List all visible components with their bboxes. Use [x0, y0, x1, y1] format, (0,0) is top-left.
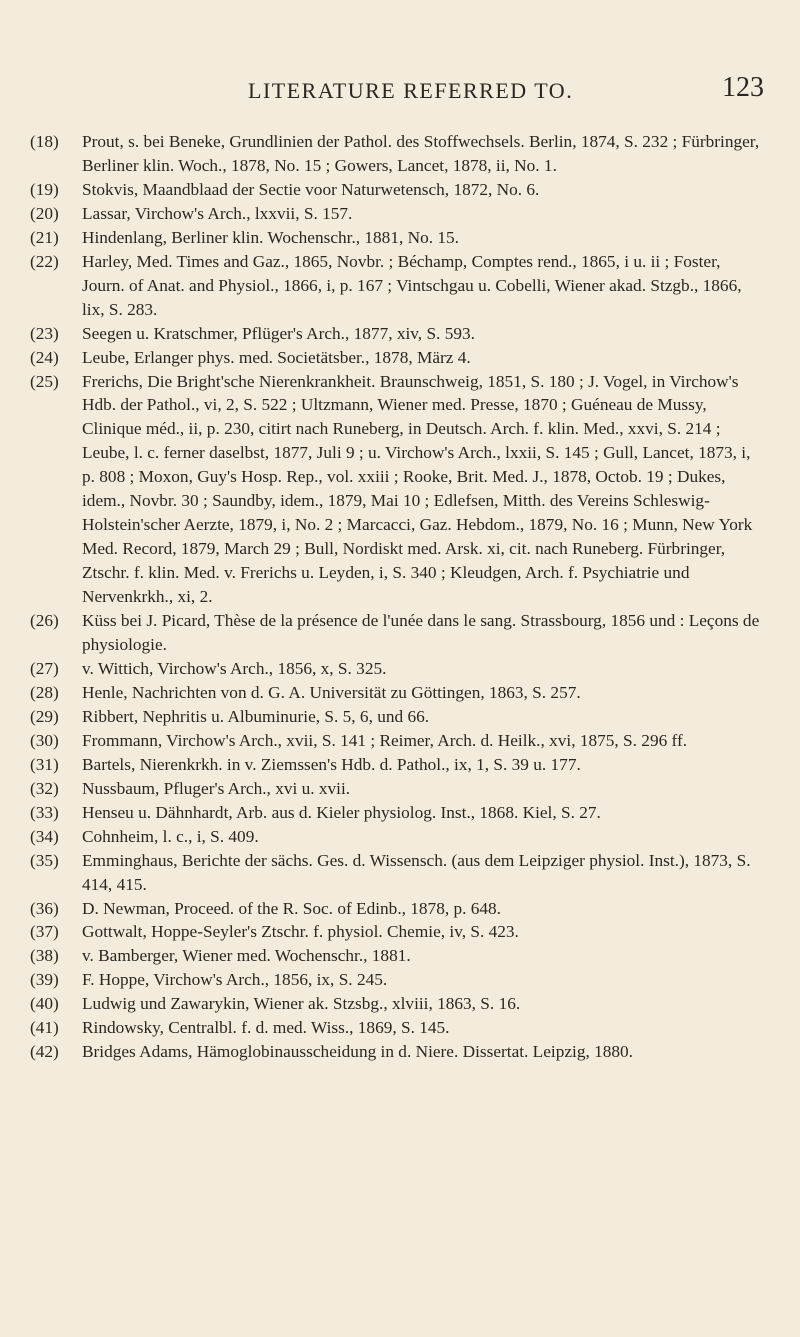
reference-number: (29) — [30, 706, 59, 726]
reference-number: (23) — [30, 323, 59, 343]
reference-number: (37) — [30, 922, 59, 942]
reference-entry — [30, 849, 766, 897]
reference-entry — [30, 202, 766, 226]
reference-entry — [30, 370, 766, 610]
reference-number: (22) — [30, 251, 59, 271]
reference-text: Küss bei J. Picard, Thèse de la présence de l'unée dans le sang. Strassbourg, 1856 und : Leçons de physiologie. — [82, 611, 760, 655]
reference-text: Lassar, Virchow's Arch., lxxvii, S. 157. — [82, 203, 353, 223]
reference-number: (33) — [30, 802, 59, 822]
reference-text: Henseu u. Dähnhardt, Arb. aus d. Kieler physiolog. Inst., 1868. Kiel, S. 27. — [82, 802, 601, 822]
reference-text: Bartels, Nierenkrkh. in v. Ziemssen's Hdb. d. Pathol., ix, 1, S. 39 u. 177. — [82, 754, 581, 774]
reference-number: (27) — [30, 658, 59, 678]
reference-number: (41) — [30, 1018, 59, 1038]
reference-text: Ribbert, Nephritis u. Albuminurie, S. 5, 6, und 66. — [82, 706, 430, 726]
reference-entry — [30, 322, 766, 346]
reference-entry — [30, 992, 766, 1016]
reference-number: (20) — [30, 203, 59, 223]
reference-entry — [30, 729, 766, 753]
reference-text: Stokvis, Maandblaad der Sectie voor Naturwetensch, 1872, No. 6. — [82, 179, 540, 199]
reference-number: (30) — [30, 730, 59, 750]
running-title: LITERATURE REFERRED TO. — [248, 78, 574, 103]
reference-entry — [30, 777, 766, 801]
reference-number: (31) — [30, 754, 59, 774]
reference-number: (38) — [30, 946, 59, 966]
reference-number: (39) — [30, 970, 59, 990]
reference-entry — [30, 130, 766, 178]
reference-text: D. Newman, Proceed. of the R. Soc. of Edinb., 1878, p. 648. — [82, 898, 502, 918]
reference-text: F. Hoppe, Virchow's Arch., 1856, ix, S. 245. — [82, 970, 388, 990]
reference-text: Cohnheim, l. c., i, S. 409. — [82, 826, 259, 846]
reference-entry — [30, 226, 766, 250]
reference-entry — [30, 920, 766, 944]
running-head — [0, 72, 800, 106]
reference-entry — [30, 178, 766, 202]
reference-entry — [30, 801, 766, 825]
reference-entry — [30, 346, 766, 370]
page-number: 123 — [722, 72, 764, 103]
reference-entry — [30, 705, 766, 729]
reference-entry — [30, 250, 766, 322]
reference-number: (40) — [30, 994, 59, 1014]
reference-text: Rindowsky, Centralbl. f. d. med. Wiss., 1869, S. 145. — [82, 1018, 450, 1038]
reference-entry — [30, 1040, 766, 1064]
reference-text: Frerichs, Die Bright'sche Nierenkrankheit. Braunschweig, 1851, S. 180 ; J. Vogel, in Virchow's Hdb. der Pathol., vi, 2, S. 522 ; Ultzmann, Wiener med. Presse, 1870 ; Guéneau de Mussy, Clinique méd., ii, p. 230, citirt nach Runeberg, in Deutsch. Arch. f. klin. Med., xxvi, S. 214 ; Leube, l. c. ferner daselbst, 1877, Juli 9 ; u. Virchow's Arch., lxxii, S. 145 ; Gull, Lancet, 1873, i, p. 808 ; Moxon, Guy's Hosp. Rep., vol. xxiii ; Rooke, Brit. Med. J., 1878, Octob. 19 ; Dukes, idem., Novbr. 30 ; Saundby, idem., 1879, Mai 10 ; Edlefsen, Mitth. des Vereins Schleswig-Holstein'scher Aerzte, 1879, i, No. 2 ; Marcacci, Gaz. Hebdom., 1879, No. 16 ; Munn, New York Med. Record, 1879, March 29 ; Bull, Nordiskt med. Arsk. xi, cit. nach Runeberg. Fürbringer, Ztschr. f. klin. Med. v. Frerichs u. Leyden, i, S. 340 ; Kleudgen, Arch. f. Psychiatrie und Nervenkrkh., xi, 2. — [82, 371, 753, 607]
reference-text: Gottwalt, Hoppe-Seyler's Ztschr. f. physiol. Chemie, iv, S. 423. — [82, 922, 519, 942]
reference-number: (24) — [30, 347, 59, 367]
reference-number: (21) — [30, 227, 59, 247]
reference-entry — [30, 968, 766, 992]
reference-list — [30, 130, 766, 1064]
reference-text: Nussbaum, Pfluger's Arch., xvi u. xvii. — [82, 778, 351, 798]
reference-text: Ludwig und Zawarykin, Wiener ak. Stzsbg., xlviii, 1863, S. 16. — [82, 994, 521, 1014]
reference-entry — [30, 681, 766, 705]
reference-number: (36) — [30, 898, 59, 918]
reference-number: (25) — [30, 371, 59, 391]
reference-entry — [30, 753, 766, 777]
reference-text: Hindenlang, Berliner klin. Wochenschr., 1881, No. 15. — [82, 227, 459, 247]
reference-text: Prout, s. bei Beneke, Grundlinien der Pathol. des Stoffwechsels. Berlin, 1874, S. 232 ; Fürbringer, Berliner klin. Woch., 1878, No. 15 ; Gowers, Lancet, 1878, ii, No. 1. — [82, 132, 760, 175]
reference-number: (35) — [30, 850, 59, 870]
reference-text: Seegen u. Kratschmer, Pflüger's Arch., 1877, xiv, S. 593. — [82, 323, 475, 343]
reference-text: Henle, Nachrichten von d. G. A. Universität zu Göttingen, 1863, S. 257. — [82, 682, 581, 702]
reference-entry — [30, 609, 766, 657]
reference-text: Frommann, Virchow's Arch., xvii, S. 141 ; Reimer, Arch. d. Heilk., xvi, 1875, S. 296 ff. — [82, 730, 688, 750]
reference-number: (18) — [30, 132, 59, 151]
reference-number: (42) — [30, 1042, 59, 1062]
reference-entry — [30, 1016, 766, 1040]
reference-number: (32) — [30, 778, 59, 798]
reference-number: (28) — [30, 682, 59, 702]
reference-number: (19) — [30, 179, 59, 199]
reference-entry — [30, 825, 766, 849]
reference-entry — [30, 897, 766, 921]
reference-text: Emminghaus, Berichte der sächs. Ges. d. Wissensch. (aus dem Leipziger physiol. Inst.), 1873, S. 414, 415. — [82, 850, 751, 894]
reference-text: v. Bamberger, Wiener med. Wochenschr., 1881. — [82, 946, 411, 966]
reference-text: v. Wittich, Virchow's Arch., 1856, x, S. 325. — [82, 658, 387, 678]
reference-number: (26) — [30, 611, 59, 631]
reference-number: (34) — [30, 826, 59, 846]
reference-text: Bridges Adams, Hämoglobinausscheidung in d. Niere. Dissertat. Leipzig, 1880. — [82, 1042, 633, 1062]
reference-text: Harley, Med. Times and Gaz., 1865, Novbr. ; Béchamp, Comptes rend., 1865, i u. ii ; Foster, Journ. of Anat. and Physiol., 1866, i, p. 167 ; Vintschgau u. Cobelli, Wiener akad. Stzgb., 1866, lix, S. 283. — [82, 251, 742, 319]
reference-entry — [30, 657, 766, 681]
reference-entry — [30, 944, 766, 968]
reference-text: Leube, Erlanger phys. med. Societätsber., 1878, März 4. — [82, 347, 471, 367]
